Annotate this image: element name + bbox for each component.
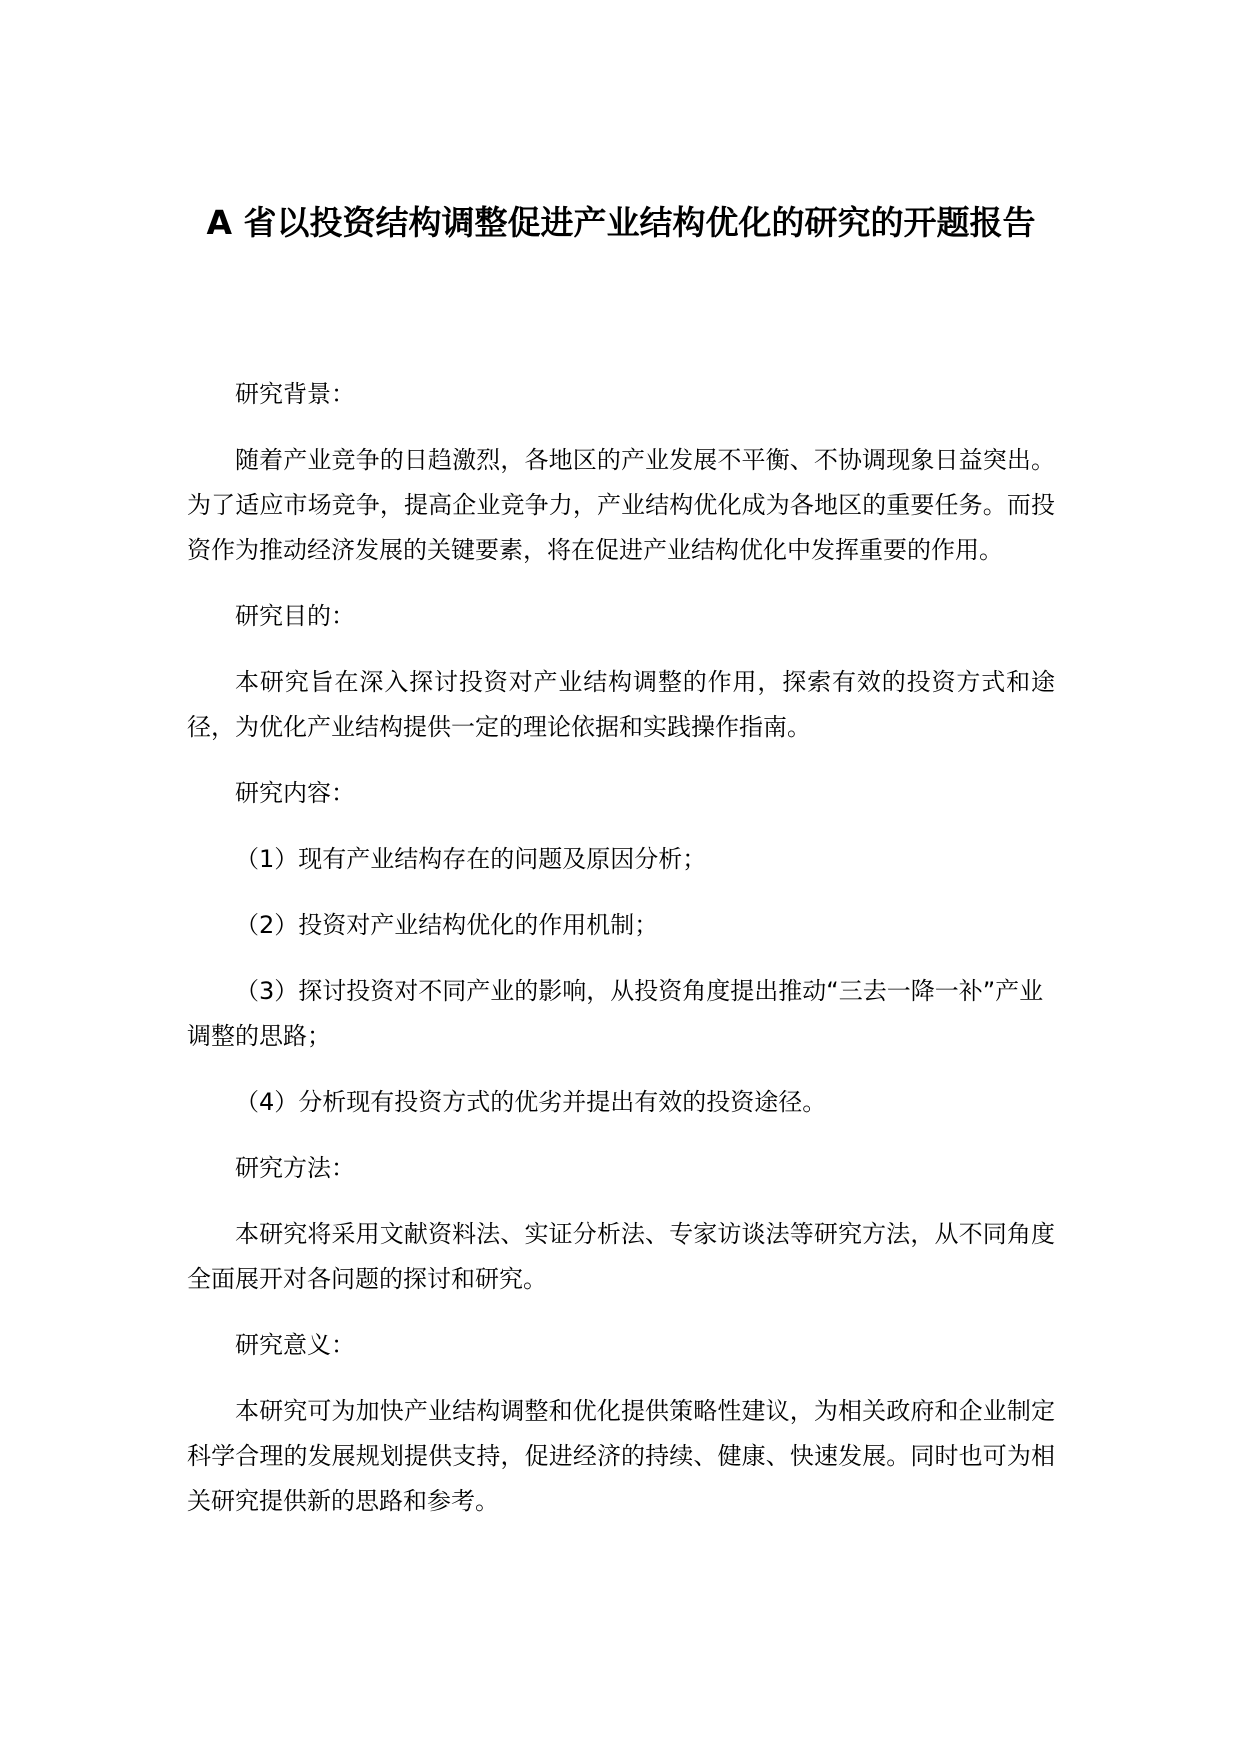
significance-paragraph: 本研究可为加快产业结构调整和优化提供策略性建议，为相关政府和企业制定科学合理的发展规划提供支持，促进经济的持续、健康、快速发展。同时也可为相关研究提供新的思路和参考。	[187, 1397, 1055, 1515]
content-list-item: （3）探讨投资对不同产业的影响，从投资角度提出推动“三去一降一补”产业调整的思路；	[187, 977, 1044, 1050]
section-heading-purpose: 研究目的：	[235, 602, 355, 630]
background-paragraph: 随着产业竞争的日趋激烈，各地区的产业发展不平衡、不协调现象日益突出。为了适应市场竞争，提高企业竞争力，产业结构优化成为各地区的重要任务。而投资作为推动经济发展的关键要素，将在促进产业结构优化中发挥重要的作用。	[187, 446, 1055, 564]
document-body	[187, 372, 1055, 1545]
section-heading-background: 研究背景：	[235, 380, 355, 408]
document-title: A 省以投资结构调整促进产业结构优化的研究的开题报告	[206, 203, 1036, 242]
section-heading-method: 研究方法：	[235, 1154, 355, 1182]
section-heading-content: 研究内容：	[235, 779, 355, 807]
content-list-item: （2）投资对产业结构优化的作用机制；	[235, 911, 659, 939]
content-list-item: （1）现有产业结构存在的问题及原因分析；	[235, 845, 707, 873]
content-list-item: （4）分析现有投资方式的优劣并提出有效的投资途径。	[235, 1088, 827, 1116]
section-heading-significance: 研究意义：	[235, 1331, 355, 1359]
method-paragraph: 本研究将采用文献资料法、实证分析法、专家访谈法等研究方法，从不同角度全面展开对各问题的探讨和研究。	[187, 1220, 1055, 1293]
purpose-paragraph: 本研究旨在深入探讨投资对产业结构调整的作用，探索有效的投资方式和途径，为优化产业结构提供一定的理论依据和实践操作指南。	[187, 668, 1055, 741]
